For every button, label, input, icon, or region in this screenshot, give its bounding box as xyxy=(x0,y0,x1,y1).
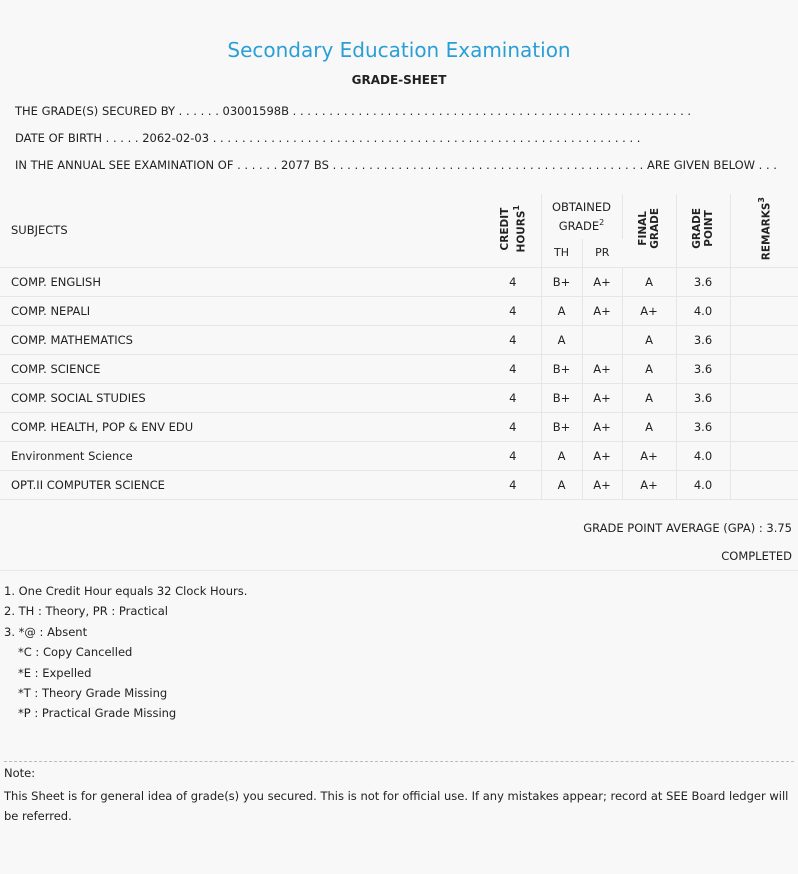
theory-grade-cell: A xyxy=(541,325,582,354)
info-secured-by-label: THE GRADE(S) SECURED BY xyxy=(15,104,176,118)
table-row xyxy=(0,354,798,383)
grade-point-cell: 4.0 xyxy=(676,296,730,325)
exam-year: 2077 BS xyxy=(280,158,329,172)
theory-grade-cell: A xyxy=(541,441,582,470)
header-remarks: REMARKS$^3$ xyxy=(730,194,798,267)
credit-hours-cell: 4 xyxy=(485,267,541,296)
credit-hours-cell: 4 xyxy=(485,296,541,325)
legend-item: *C : Copy Cancelled xyxy=(18,645,133,660)
table-row xyxy=(0,296,798,325)
info-dob: DATE OF BIRTH . . . . . 2062-02-03 . . . . . . . . . . . . . . . . . . . . . . . . . . . . . . . . . . . . . . . . . . . . . . . . . . . . . . . . . . . xyxy=(15,131,641,145)
grade-point-cell: 3.6 xyxy=(676,354,730,383)
header-credit-hours: CREDIT HOURS$^1$ xyxy=(485,194,541,267)
header-pr: PR xyxy=(582,239,622,267)
remarks-cell xyxy=(730,441,798,470)
table-row xyxy=(0,441,798,470)
grade-point-cell: 4.0 xyxy=(676,441,730,470)
final-grade-cell: A xyxy=(622,354,676,383)
remarks-cell xyxy=(730,296,798,325)
subject-cell: OPT.II COMPUTER SCIENCE xyxy=(0,470,485,499)
subject-cell: Environment Science xyxy=(0,441,485,470)
theory-grade-cell: A xyxy=(541,296,582,325)
header-obtained-grade: OBTAINED GRADE$^2$ xyxy=(541,194,622,239)
grade-point-cell: 3.6 xyxy=(676,325,730,354)
subject-cell: COMP. SCIENCE xyxy=(0,354,485,383)
practical-grade-cell: A+ xyxy=(582,412,622,441)
theory-grade-cell: B+ xyxy=(541,267,582,296)
credit-hours-cell: 4 xyxy=(485,383,541,412)
header-final-grade: FINAL GRADE xyxy=(622,194,676,267)
practical-grade-cell: A+ xyxy=(582,441,622,470)
dob-label: DATE OF BIRTH xyxy=(15,131,103,145)
note-text: This Sheet is for general idea of grade(s) you secured. This is not for official use. If any mistakes appear; record at SEE Board ledger will be referred. xyxy=(4,789,789,823)
subject-cell: COMP. SOCIAL STUDIES xyxy=(0,383,485,412)
final-grade-cell: A xyxy=(622,267,676,296)
table-row xyxy=(0,267,798,296)
remarks-cell xyxy=(730,325,798,354)
sheet-title: GRADE-SHEET xyxy=(351,73,447,87)
remarks-cell xyxy=(730,267,798,296)
practical-grade-cell xyxy=(582,325,622,354)
credit-hours-cell: 4 xyxy=(485,441,541,470)
header-grade-point: GRADE POINT xyxy=(676,194,730,267)
legend-item: 1. One Credit Hour equals 32 Clock Hours. xyxy=(4,584,248,598)
header-subjects: SUBJECTS xyxy=(0,194,485,267)
subject-cell: COMP. HEALTH, POP & ENV EDU xyxy=(0,412,485,441)
practical-grade-cell: A+ xyxy=(582,354,622,383)
credit-hours-cell: 4 xyxy=(485,325,541,354)
remarks-cell xyxy=(730,354,798,383)
legend-item: 2. TH : Theory, PR : Practical xyxy=(4,604,168,619)
subject-cell: COMP. ENGLISH xyxy=(0,267,485,296)
legend-item: *E : Expelled xyxy=(18,665,92,680)
subject-cell: COMP. NEPALI xyxy=(0,296,485,325)
exam-title: Secondary Education Examination xyxy=(227,38,571,62)
credit-hours-cell: 4 xyxy=(485,412,541,441)
final-grade-cell: A xyxy=(622,325,676,354)
remarks-cell xyxy=(730,383,798,412)
final-grade-cell: A+ xyxy=(622,441,676,470)
practical-grade-cell: A+ xyxy=(582,383,622,412)
grade-point-cell: 3.6 xyxy=(676,383,730,412)
final-grade-cell: A xyxy=(622,383,676,412)
info-exam: IN THE ANNUAL SEE EXAMINATION OF . . . . . . 2077 BS . . . . . . . . . . . . . . . . . . . . . . . . . . . . . . . . . . . . . . . . . . . ARE GIVEN BELOW . . . xyxy=(15,158,777,172)
theory-grade-cell: A xyxy=(541,470,582,499)
table-row xyxy=(0,412,798,441)
legend-item: *P : Practical Grade Missing xyxy=(18,706,177,721)
credit-hours-cell: 4 xyxy=(485,470,541,499)
theory-grade-cell: B+ xyxy=(541,412,582,441)
result-status: COMPLETED xyxy=(721,549,792,563)
dashed-divider xyxy=(4,761,794,762)
exam-suffix: ARE GIVEN BELOW . . . xyxy=(646,158,777,172)
info-secured-by: THE GRADE(S) SECURED BY . . . . . . 03001598B . . . . . . . . . . . . . . . . . . . . . . . . . . . . . . . . . . . . . . . . . . . . . . . . . . . . . . . xyxy=(15,104,692,118)
grade-point-cell: 3.6 xyxy=(676,412,730,441)
theory-grade-cell: B+ xyxy=(541,354,582,383)
remarks-cell xyxy=(730,412,798,441)
dob-value: 2062-02-03 xyxy=(142,131,210,145)
table-row xyxy=(0,325,798,354)
practical-grade-cell: A+ xyxy=(582,267,622,296)
practical-grade-cell: A+ xyxy=(582,296,622,325)
remarks-cell xyxy=(730,470,798,499)
final-grade-cell: A+ xyxy=(622,296,676,325)
exam-label: IN THE ANNUAL SEE EXAMINATION OF xyxy=(15,158,234,172)
credit-hours-cell: 4 xyxy=(485,354,541,383)
practical-grade-cell: A+ xyxy=(582,470,622,499)
theory-grade-cell: B+ xyxy=(541,383,582,412)
grade-point-cell: 3.6 xyxy=(676,267,730,296)
symbol-number: 03001598B xyxy=(222,104,289,118)
table-row xyxy=(0,470,798,499)
header-th: TH xyxy=(541,239,582,267)
subject-cell: COMP. MATHEMATICS xyxy=(0,325,485,354)
grade-point-cell: 4.0 xyxy=(676,470,730,499)
footnote-legend xyxy=(4,581,247,724)
final-grade-cell: A xyxy=(622,412,676,441)
gpa-line: GRADE POINT AVERAGE (GPA) : 3.75 xyxy=(583,521,792,535)
legend-item: *T : Theory Grade Missing xyxy=(18,686,168,701)
divider xyxy=(0,570,798,571)
table-row xyxy=(0,383,798,412)
grades-table xyxy=(0,194,798,500)
note-label: Note: xyxy=(4,766,36,780)
legend-item: 3. *@ : Absent xyxy=(4,624,88,639)
final-grade-cell: A+ xyxy=(622,470,676,499)
